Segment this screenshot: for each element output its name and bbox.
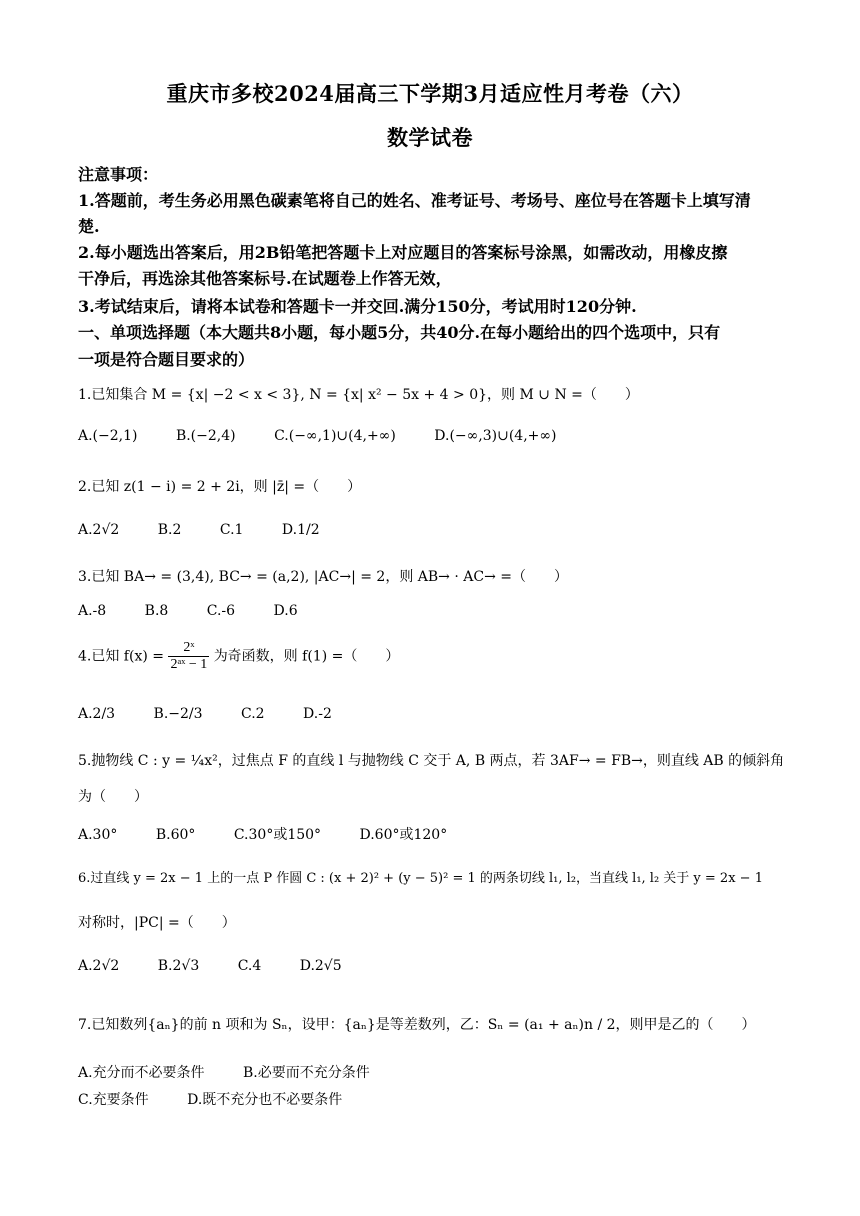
option-c: C.1: [219, 522, 244, 538]
question-6-stem-cont: 对称时，|PC| =（ ）: [78, 915, 236, 931]
option-a: A.(−2,1): [78, 428, 138, 444]
notice-item-1: 1.答题前，考生务必用黑色碳素笔将自己的姓名、准考证号、考场号、座位号在答题卡上填写清: [78, 191, 751, 210]
option-a: A.2/3: [78, 706, 116, 722]
fraction-denominator: 2ᵃˣ − 1: [170, 657, 208, 672]
option-b: B.8: [144, 603, 169, 619]
section-heading-cont: 一项是符合题目要求的）: [78, 350, 255, 369]
question-4-stem-post: 为奇函数，则 f(1) =（ ）: [213, 648, 400, 665]
option-d: D.6: [273, 603, 298, 619]
question-4-stem-pre: 4.已知 f(x) =: [78, 648, 164, 665]
question-6-options: [78, 958, 376, 974]
option-b: B.(−2,4): [175, 428, 236, 444]
option-a: A.充分而不必要条件: [78, 1065, 205, 1081]
question-2-stem: 2.已知 z(1 − i) = 2 + 2i，则 |z̄| =（ ）: [78, 479, 362, 495]
option-a: A.2√2: [78, 522, 120, 538]
question-6-stem: 6.过直线 y = 2x − 1 上的一点 P 作圆 C : (x + 2)² + (y − 5)² = 1 的两条切线 l₁, l₂，当直线 l₁, l₂ 关于 y = 2x − 1: [78, 871, 763, 886]
question-4-stem: [78, 640, 399, 673]
exam-title: 重庆市多校2024届高三下学期3月适应性月考卷（六）: [166, 81, 694, 106]
option-a: A.2√2: [78, 958, 120, 974]
fraction-numerator: 2ˣ: [168, 640, 209, 657]
question-7-options-row-1: [78, 1062, 404, 1082]
notice-item-3: 3.考试结束后，请将本试卷和答题卡一并交回.满分150分，考试用时120分钟.: [78, 297, 637, 316]
exam-subtitle: 数学试卷: [387, 125, 473, 150]
question-7-stem: 7.已知数列{aₙ}的前 n 项和为 Sₙ，设甲：{aₙ}是等差数列，乙：Sₙ = (a₁ + aₙ)n / 2，则甲是乙的（ ）: [78, 1017, 756, 1033]
question-5-options: [78, 824, 481, 844]
question-1-options: [78, 428, 591, 444]
question-1-stem: 1.已知集合 M = {x| −2 < x < 3}, N = {x| x² − 5x + 4 > 0}，则 M ∪ N =（ ）: [78, 387, 639, 403]
option-b: B.必要而不充分条件: [243, 1065, 370, 1081]
question-5-stem: 5.抛物线 C : y = ¼x²，过焦点 F 的直线 l 与抛物线 C 交于 A, B 两点，若 3AF→ = FB→，则直线 AB 的倾斜角: [78, 753, 785, 769]
question-4-options: [78, 706, 366, 722]
notice-heading: 注意事项：: [78, 165, 159, 184]
question-3-stem: 3.已知 BA→ = (3,4), BC→ = (a,2), |AC→| = 2，则 AB→ · AC→ =（ ）: [78, 569, 568, 585]
option-b: B.2√3: [157, 958, 200, 974]
option-d: D.1/2: [281, 522, 320, 538]
option-a: A.-8: [78, 603, 107, 619]
option-d: D.2√5: [299, 958, 342, 974]
option-d: D.60°或120°: [359, 827, 448, 843]
option-d: D.(−∞,3)∪(4,+∞): [434, 428, 557, 444]
option-d: D.-2: [303, 706, 332, 722]
option-c: C.30°或150°: [233, 827, 322, 843]
option-c: C.充要条件: [78, 1092, 149, 1108]
option-b: B.−2/3: [153, 706, 203, 722]
question-2-options: [78, 522, 354, 538]
option-a: A.30°: [78, 827, 118, 843]
option-d: D.既不充分也不必要条件: [187, 1092, 343, 1108]
section-heading: 一、单项选择题（本大题共8小题，每小题5分，共40分.在每小题给出的四个选项中，只有: [78, 323, 721, 342]
notice-item-2: 2.每小题选出答案后，用2B铅笔把答题卡上对应题目的答案标号涂黑，如需改动，用橡皮擦: [78, 243, 728, 262]
notice-item-1-cont: 楚.: [78, 217, 100, 236]
notice-item-2-cont: 干净后，再选涂其他答案标号.在试题卷上作答无效，: [78, 269, 452, 288]
question-7-options-row-2: [78, 1089, 376, 1109]
option-c: C.2: [241, 706, 265, 722]
option-c: C.4: [237, 958, 262, 974]
question-3-options: [78, 603, 332, 619]
option-b: B.2: [157, 522, 182, 538]
question-5-stem-cont: 为（ ）: [78, 789, 148, 805]
option-c: C.(−∞,1)∪(4,+∞): [274, 428, 396, 444]
question-4-fraction: [168, 640, 209, 673]
option-c: C.-6: [206, 603, 236, 619]
option-b: B.60°: [155, 827, 196, 843]
